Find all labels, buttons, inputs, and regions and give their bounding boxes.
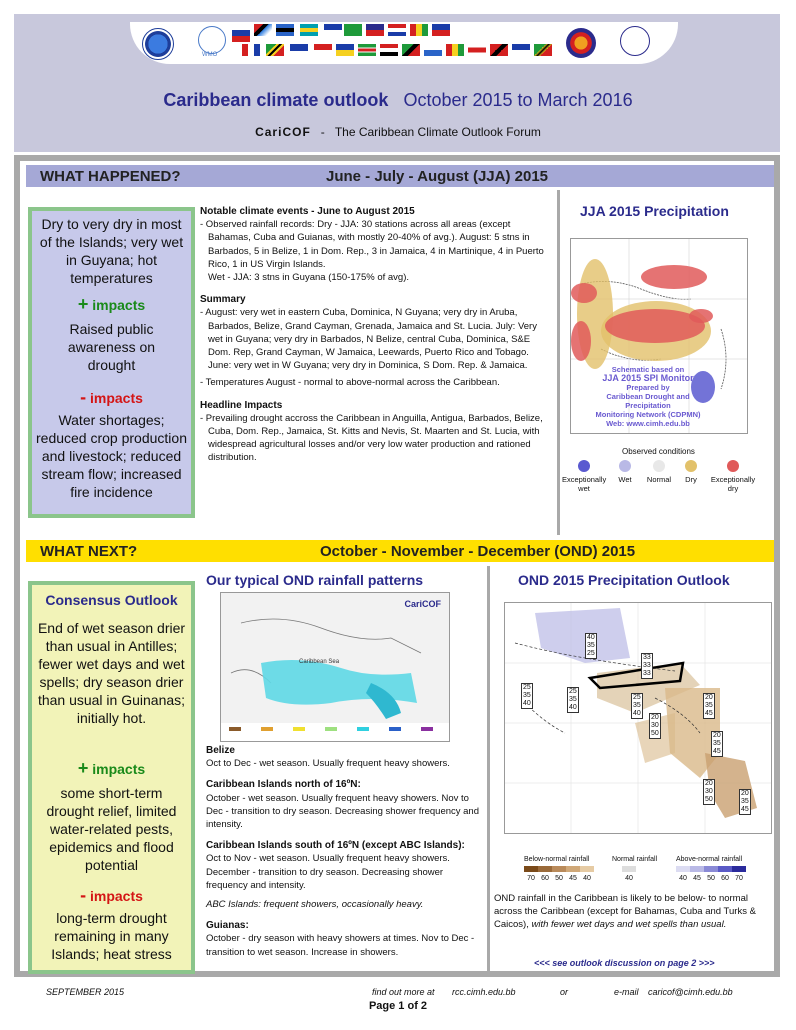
legend-exdry-label: Exceptionally dry — [710, 475, 756, 493]
wmo-label: WMO — [202, 52, 218, 58]
flag-12-icon — [266, 44, 284, 56]
flag-10-icon — [432, 24, 450, 36]
map-note-3: Prepared by — [626, 383, 670, 392]
legend-dry — [674, 460, 708, 484]
legend-normal-swatch-ond — [622, 866, 636, 872]
legend-exwet-label: Exceptionally wet — [562, 475, 607, 493]
flag-23-icon — [512, 44, 530, 56]
page-number: Page 1 of 2 — [368, 1000, 428, 1012]
legend-dry-label: Dry — [685, 475, 697, 484]
outlook-plus-icon: + — [77, 758, 89, 778]
exdry-region-east — [689, 309, 713, 323]
headline-text: - Prevailing drought accross the Caribbean in Anguilla, Antigua, Barbados, Belize, Cuba, Dom. Rep., Jamaica, St. Kitts and Nevis, St. Maarten and St. Lucia, with widespread agricultural losses and/or very low water production and rationed distribution. — [200, 412, 543, 464]
forum-full: The Caribbean Climate Outlook Forum — [334, 125, 541, 139]
south-text: Oct to Nov - wet season. Usually frequent heavy showers. December - transition to dry season. Decreasing shower frequency and intensity. — [206, 853, 450, 891]
what-happened-period: June - July - August (JJA) 2015 — [326, 168, 548, 185]
prob-box-4: 25 35 40 — [569, 688, 577, 711]
legend-exdry-swatch — [727, 460, 739, 472]
north-heading: Caribbean Islands north of 16ºN: — [206, 779, 361, 791]
prob-box-3: 25 35 40 — [523, 684, 531, 707]
outlook-legend — [510, 856, 770, 886]
divider-bottom — [487, 566, 490, 974]
outlook-text-italic: with fewer wet days and wet spells than usual. — [531, 919, 727, 930]
page-title — [0, 90, 796, 111]
legend-above-swatches — [676, 866, 746, 872]
footer-or: or — [560, 987, 569, 997]
legend-above-label: Above-normal rainfall — [676, 856, 743, 863]
minus-impacts-text: Water shortages; reduced crop production and livestock; reduced stream flow; increased fire incidence — [36, 412, 187, 500]
flag-1-icon — [232, 30, 250, 42]
what-happened-heading: WHAT HAPPENED? — [40, 168, 181, 185]
prob-box-9: 20 30 50 — [705, 780, 713, 803]
flag-3-icon — [276, 24, 294, 36]
what-next-heading: WHAT NEXT? — [40, 543, 138, 560]
legend-above-values: 40 45 50 60 70 — [679, 875, 743, 882]
flag-20-icon — [446, 44, 464, 56]
flag-17-icon — [380, 44, 398, 56]
outlook-minus-heading — [32, 886, 191, 905]
what-happened-band — [26, 165, 774, 187]
outlook-text — [494, 892, 774, 931]
flag-8-icon — [388, 24, 406, 36]
what-next-band — [26, 540, 774, 562]
outlook-plus-label: impacts — [92, 761, 146, 777]
legend-wet-swatch — [619, 460, 631, 472]
cdema-logo-icon — [566, 28, 596, 58]
footer-email-link[interactable]: caricof@cimh.edu.bb — [648, 987, 733, 997]
outlook-minus-label: impacts — [89, 888, 143, 904]
consensus-summary: End of wet season drier than usual in Antilles; fewer wet days and wet spells; dry season drier than usual in Guinanas; initially hot. — [37, 620, 186, 726]
jja-precip-map — [570, 238, 748, 434]
map-note-5: Monitoring Network (CDPMN) — [595, 410, 701, 419]
outlook-minus-icon: - — [80, 885, 87, 905]
south-heading: Caribbean Islands south of 16ºN (except ABC Islands): — [206, 840, 465, 852]
patterns-map-sea-label: Caribbean Sea — [299, 659, 340, 665]
flag-14-icon — [314, 44, 332, 56]
prob-box-6: 20 35 45 — [705, 694, 713, 717]
flag-9-icon — [410, 24, 428, 36]
flag-16-icon — [358, 44, 376, 56]
legend-normal-label: Normal — [646, 475, 672, 484]
cimh-logo-icon — [620, 26, 650, 56]
minus-impacts-label: impacts — [89, 390, 143, 406]
legend-exwet-swatch — [578, 460, 590, 472]
flag-11-icon — [242, 44, 260, 56]
events-wet: Wet - JJA: 3 stns in Guyana (150-175% of avg). — [208, 272, 410, 284]
prob-box-2: 33 33 33 — [643, 654, 651, 677]
events-text: - Observed rainfall records: Dry - JJA: 30 stations across all areas (except Bahamas, Cuba and Guianas, with mostly 20-40% of avg.). August: 5 stns in Barbados, 5 in Belize, 1 in Dom. Rep., 3 in Jamaica, 4 in Martinique, 4 in Puerto Rico, 1 in US Virgin Islands. — [200, 219, 544, 270]
footer-email-label: e-mail — [614, 987, 639, 997]
legend-wet — [608, 460, 642, 484]
forum-line — [0, 125, 796, 139]
flag-15-icon — [336, 44, 354, 56]
legend-below-swatches — [524, 866, 594, 872]
outlook-minus-text: long-term drought remaining in many Islands; heat stress — [51, 910, 172, 962]
prob-box-8: 20 35 45 — [713, 732, 721, 755]
divider-top — [557, 190, 560, 535]
map-note-4: Caribbean Drought and Precipitation — [606, 392, 690, 410]
flag-22-icon — [490, 44, 508, 56]
typical-patterns-map — [220, 592, 450, 742]
jja-map-note — [583, 365, 713, 428]
outlook-title: OND 2015 Precipitation Outlook — [518, 572, 730, 588]
patterns-text-column — [206, 744, 482, 959]
legend-below-label: Below-normal rainfall — [524, 856, 590, 863]
events-heading: Notable climate events - June to August 2015 — [200, 206, 415, 217]
abc-text: ABC Islands: frequent showers, occasionally heavy. — [206, 899, 424, 911]
guianas-heading: Guianas: — [206, 920, 249, 932]
outlook-plus-text: some short-term drought relief, limited water-related pests, epidemics and flood potential — [46, 785, 177, 873]
ond-outlook-map — [504, 602, 772, 834]
patterns-map-icon — [221, 593, 449, 741]
footer-find-out: find out more at — [372, 987, 435, 997]
flag-4-icon — [300, 24, 318, 36]
outlook-plus-heading — [32, 759, 191, 778]
map-note-1: Schematic based on — [611, 365, 685, 374]
flag-bar — [130, 22, 678, 64]
footer-date: SEPTEMBER 2015 — [46, 987, 125, 997]
guianas-text: October - dry season with heavy showers at times. Nov to Dec - transition to wet season. Increase in showers. — [206, 933, 475, 958]
forum-sep: - — [320, 125, 325, 139]
wmo-logo-icon — [198, 26, 226, 54]
flag-7-icon — [366, 24, 384, 36]
legend-wet-label: Wet — [618, 475, 632, 484]
jja-text-column — [200, 205, 552, 465]
flag-5-icon — [324, 24, 342, 36]
jja-legend-title: Observed conditions — [622, 447, 695, 456]
exdry-region-southwest — [571, 321, 591, 361]
consensus-title: Consensus Outlook — [45, 592, 178, 608]
legend-normal-swatch — [653, 460, 665, 472]
legend-normal — [642, 460, 676, 484]
plus-impacts-label: impacts — [92, 297, 146, 313]
plus-impacts-heading — [32, 295, 191, 314]
belize-heading: Belize — [206, 745, 235, 756]
title-bold: Caribbean climate outlook — [163, 90, 389, 110]
forum-short: CariCOF — [255, 125, 311, 139]
plus-impacts-text: Raised public awareness on drought — [67, 321, 156, 373]
headline-heading: Headline Impacts — [200, 399, 283, 411]
outlook-text-normal: OND rainfall in the Caribbean is likely to be below- to normal across the Caribbean (except for Bahamas, Cuba and Turks & Caicos), — [494, 893, 756, 930]
north-text: October - wet season. Usually frequent heavy showers. Nov to Dec - transition to dry season. Decreasing shower frequency and intensity. — [206, 792, 479, 831]
flag-18-icon — [402, 44, 420, 56]
exdry-region-northeast — [641, 265, 707, 289]
flag-24-icon — [534, 44, 552, 56]
prob-box-7: 20 30 50 — [651, 714, 659, 737]
prob-box-5: 25 35 40 — [633, 694, 641, 717]
prob-box-1: 40 35 25 — [587, 634, 595, 657]
what-happened-summary-box — [28, 207, 195, 518]
flag-2-icon — [254, 24, 272, 36]
what-next-period: October - November - December (OND) 2015 — [320, 543, 636, 560]
title-period: October 2015 to March 2016 — [403, 90, 633, 110]
patterns-map-logo: CariCOF — [404, 599, 441, 609]
consensus-outlook-box — [28, 581, 195, 974]
belize-text: Oct to Dec - wet season. Usually frequent heavy showers. — [206, 758, 450, 770]
legend-dry-swatch — [685, 460, 697, 472]
legend-exceptionally-dry — [708, 460, 758, 493]
map-note-2: JJA 2015 SPI Monitor — [602, 373, 694, 383]
patterns-title: Our typical OND rainfall patterns — [206, 572, 424, 588]
footer-site-link[interactable]: rcc.cimh.edu.bb — [452, 987, 516, 997]
minus-icon: - — [80, 387, 87, 407]
flag-19-icon — [424, 44, 442, 56]
map-note-6: Web: www.cimh.edu.bb — [606, 419, 690, 428]
minus-impacts-heading — [32, 388, 191, 407]
plus-icon: + — [77, 294, 89, 314]
discussion-link[interactable]: <<< see outlook discussion on page 2 >>> — [534, 958, 715, 968]
flag-13-icon — [290, 44, 308, 56]
flag-6-icon — [344, 24, 362, 36]
jja-summary: Dry to very dry in most of the Islands; very wet in Guyana; hot temperatures — [39, 216, 184, 286]
legend-below-values: 70 60 50 45 40 — [527, 875, 591, 882]
summary-temp: - Temperatures August - normal to above-normal across the Caribbean. — [200, 377, 500, 389]
exdry-region-west — [571, 283, 597, 303]
summary-text: - August: very wet in eastern Cuba, Dominica, N Guyana; very dry in Aruba, Barbados, Belize, Grand Cayman, Grenada, Jamaica and St. Lucia. July: Very wet in Guyana; very dry in Barbados, N Belize, central Cuba, Dominica, S&E Dom. Rep, Grand Cayman, W Jamaica, Leewards, Puerto Rico and Tobago. June: very wet in W Guyana; very dry in Dominica, S Dom. Rep. & Jamaica. — [200, 307, 537, 372]
prob-box-10: 20 35 45 — [741, 790, 749, 813]
jja-map-title: JJA 2015 Precipitation — [580, 203, 729, 219]
flag-21-icon — [468, 44, 486, 56]
legend-exceptionally-wet — [562, 460, 606, 493]
jja-legend — [562, 460, 762, 500]
noaa-logo-icon — [142, 28, 174, 60]
legend-normal-label-ond: Normal rainfall — [612, 856, 658, 863]
summary-heading: Summary — [200, 294, 246, 306]
legend-normal-value: 40 — [625, 875, 633, 882]
